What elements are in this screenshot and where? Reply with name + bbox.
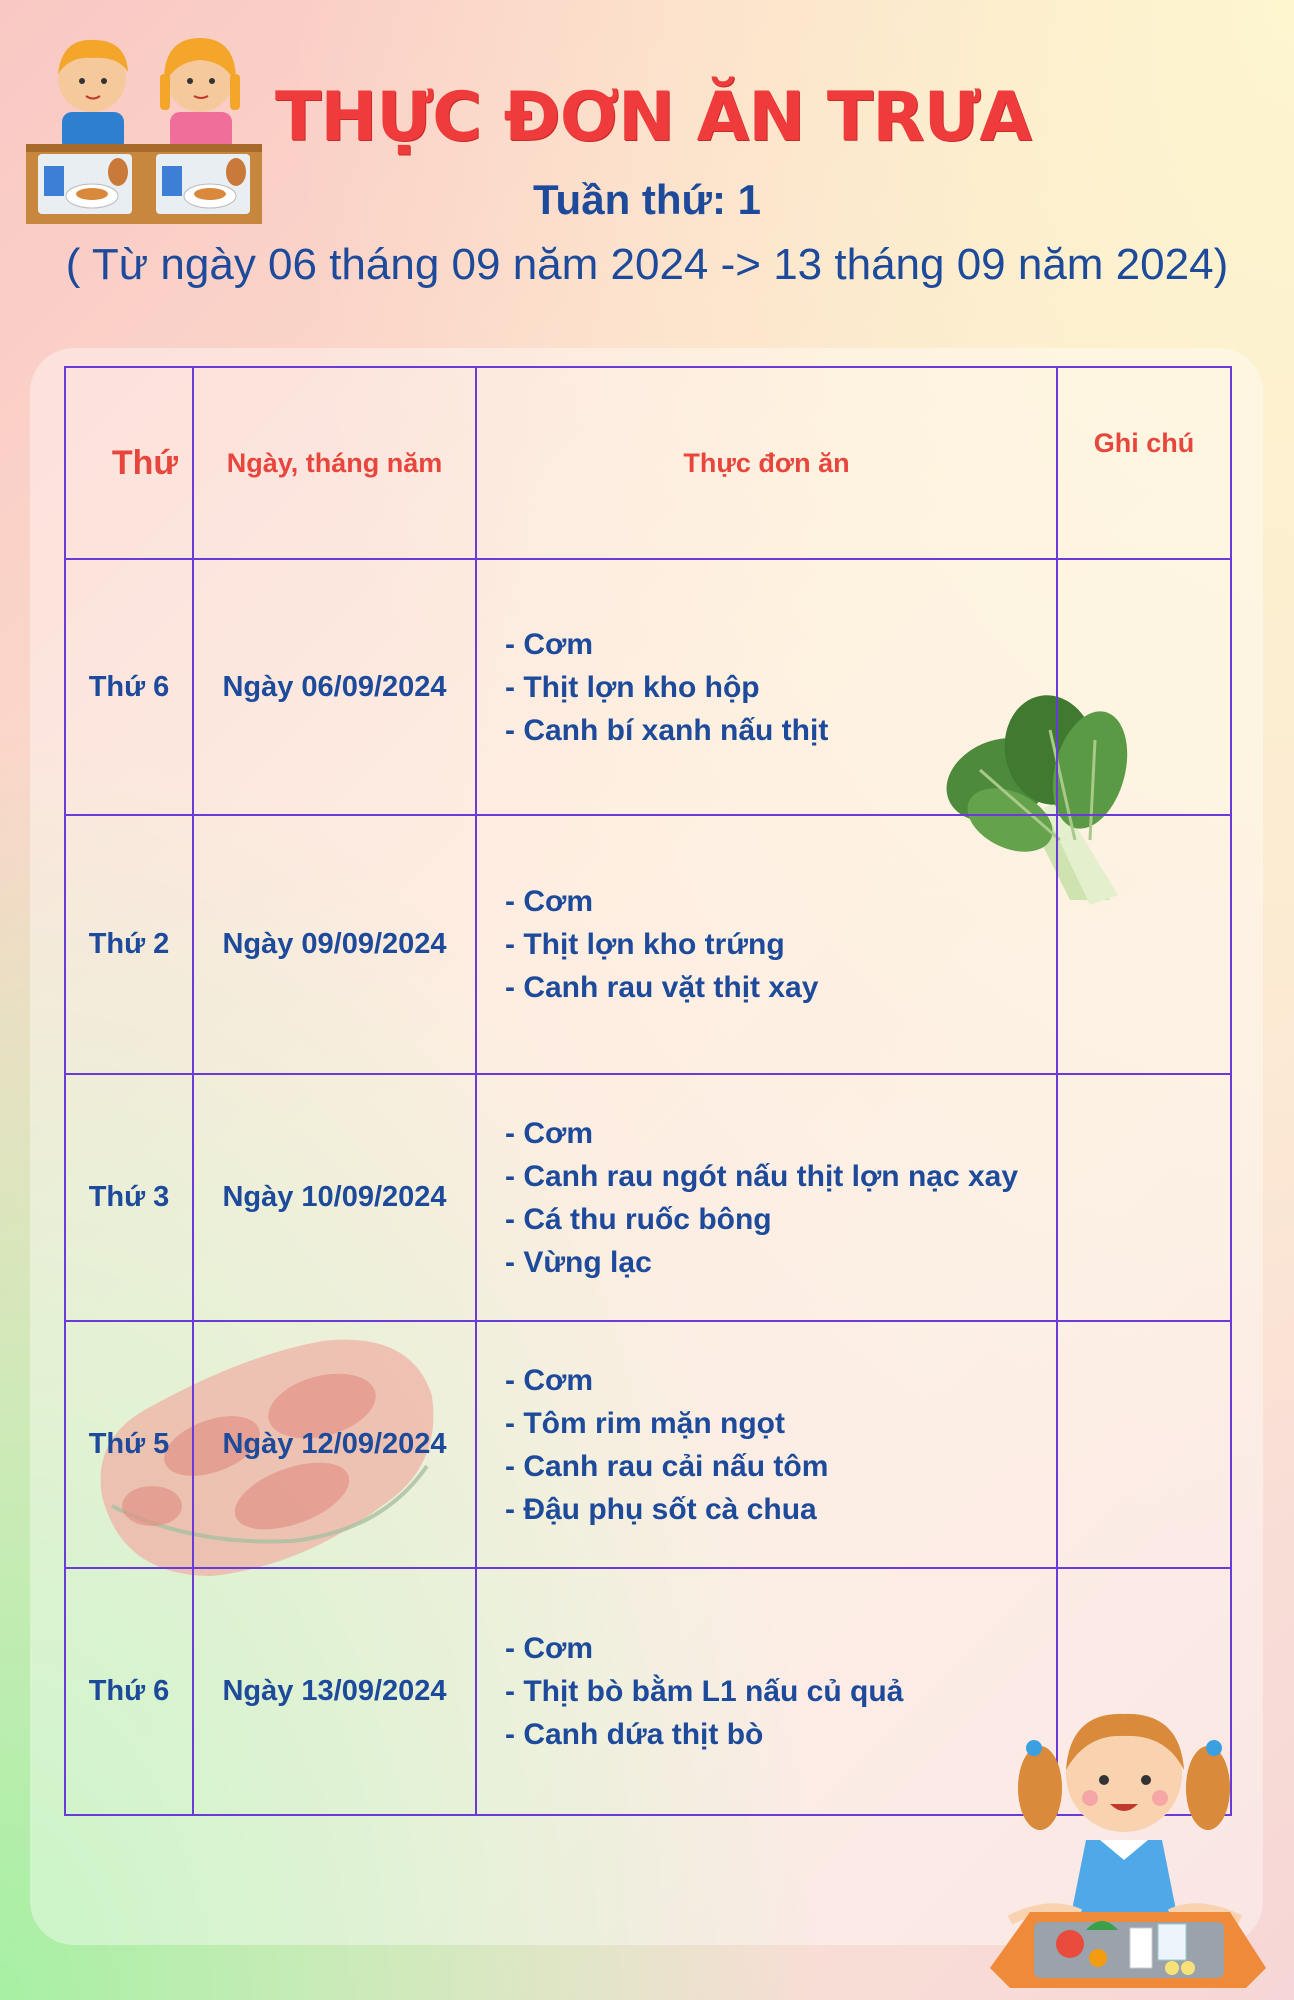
row-day: Thứ 5 (65, 1321, 193, 1568)
header-date: Ngày, tháng năm (193, 367, 476, 559)
girl-lunch-tray-icon (990, 1700, 1270, 1990)
header (0, 0, 1294, 320)
menu-item: - Cơm (505, 1632, 593, 1665)
row-date: Ngày 09/09/2024 (193, 815, 476, 1074)
row-menu (476, 559, 1057, 815)
header-menu: Thực đơn ăn (476, 367, 1057, 559)
menu-item: - Cơm (505, 1363, 593, 1397)
menu-item: - Cơm (505, 627, 593, 661)
table-row (65, 815, 1231, 1074)
table-row (65, 1074, 1231, 1321)
row-date: Ngày 06/09/2024 (193, 559, 476, 815)
menu-item: - Vừng lạc (505, 1245, 652, 1279)
row-day: Thứ 3 (65, 1074, 193, 1321)
row-menu (476, 1568, 1057, 1815)
menu-item: - Thịt bò bằm L1 nấu củ quả (505, 1675, 904, 1708)
table-row (65, 1321, 1231, 1568)
menu-item: - Canh bí xanh nấu thịt (505, 713, 829, 747)
menu-item: - Canh rau vặt thịt xay (505, 971, 819, 1004)
row-menu (476, 815, 1057, 1074)
table-row (65, 559, 1231, 815)
row-note (1057, 815, 1231, 1074)
row-date: Ngày 12/09/2024 (193, 1321, 476, 1568)
row-note (1057, 559, 1231, 815)
menu-item: - Canh rau ngót nấu thịt lợn nạc xay (505, 1159, 1019, 1193)
menu-item: - Đậu phụ sốt cà chua (505, 1492, 817, 1526)
row-day: Thứ 6 (65, 1568, 193, 1815)
menu-item: - Thịt lợn kho hộp (505, 670, 760, 704)
menu-item: - Cơm (505, 885, 593, 918)
row-day: Thứ 6 (65, 559, 193, 815)
week-label: Tuần thứ: 1 (533, 176, 761, 223)
menu-item: - Canh dứa thịt bò (505, 1718, 764, 1751)
row-note (1057, 1074, 1231, 1321)
row-date: Ngày 10/09/2024 (193, 1074, 476, 1321)
header-day: Thứ (65, 367, 193, 559)
row-menu (476, 1321, 1057, 1568)
menu-item: - Cá thu ruốc bông (505, 1202, 772, 1236)
table-header-row (65, 367, 1231, 559)
menu-item: - Tôm rim mặn ngọt (505, 1406, 785, 1440)
row-day: Thứ 2 (65, 815, 193, 1074)
header-note: Ghi chú (1057, 367, 1231, 559)
row-menu (476, 1074, 1057, 1321)
menu-item: - Cơm (505, 1116, 593, 1150)
page-title: THỰC ĐƠN ĂN TRƯA (275, 78, 1032, 157)
row-date: Ngày 13/09/2024 (193, 1568, 476, 1815)
menu-table (64, 366, 1232, 1816)
menu-item: - Thịt lợn kho trứng (505, 928, 785, 961)
menu-item: - Canh rau cải nấu tôm (505, 1449, 829, 1483)
row-note (1057, 1321, 1231, 1568)
date-range: ( Từ ngày 06 tháng 09 năm 2024 -> 13 tháng 09 năm 2024) (65, 240, 1229, 289)
